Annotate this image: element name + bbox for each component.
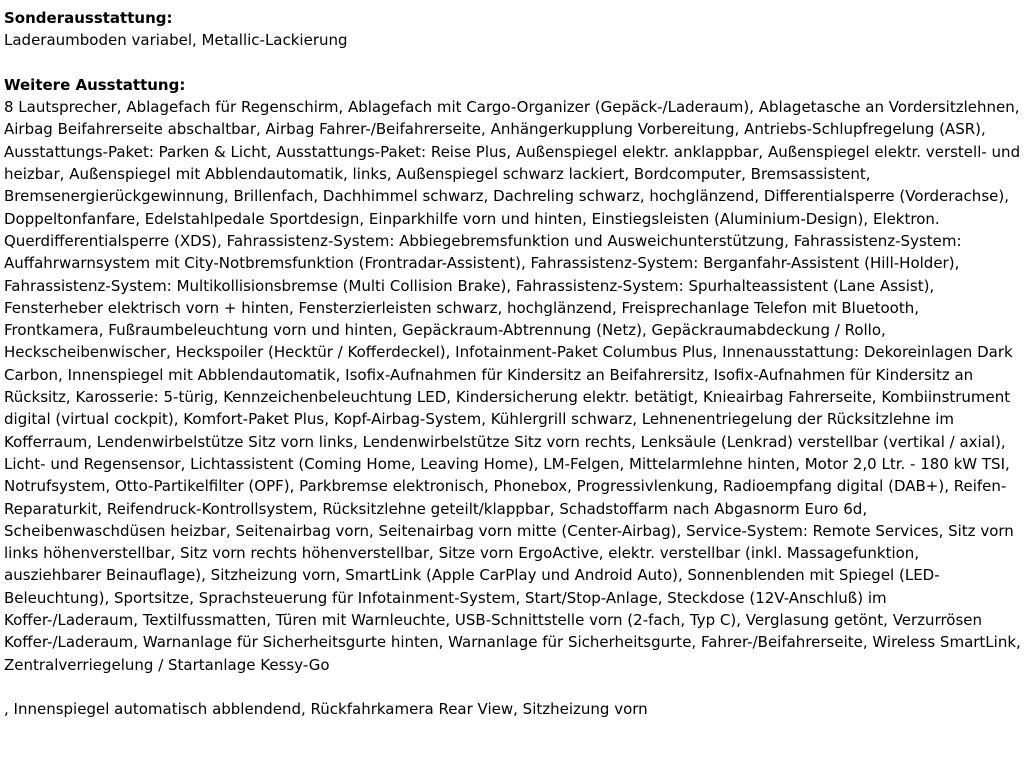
further-equipment-heading: Weitere Ausstattung: (4, 75, 186, 94)
special-equipment-text: Laderaumboden variabel, Metallic-Lackierung (4, 31, 348, 50)
extra-equipment-text: , Innenspiegel automatisch abblendend, Rückfahrkamera Rear View, Sitzheizung vorn (4, 700, 648, 719)
spacer (4, 52, 1021, 74)
special-equipment-heading: Sonderausstattung: (4, 9, 173, 27)
spacer (4, 676, 1021, 698)
further-equipment-text: 8 Lautsprecher, Ablagefach für Regenschirm, Ablagefach mit Cargo-Organizer (Gepäck-/Laderaum), Ablagetasche an Vordersitzlehnen, Airbag Beifahrerseite abschaltbar, Airbag Fahrer-/Beifahrerseite, Anhängerkupplung Vorbereitung, Antriebs-Schlupfregelung (ASR), Ausstattungs-Paket: Parken & Licht, Ausstattungs-Paket: Reise Plus, Außenspiegel elektr. anklappbar, Außenspiegel elektr. verstell- und heizbar, Außenspiegel mit Abblendautomatik, links, Außenspiegel schwarz lackiert, Bordcomputer, Bremsassistent, Bremsenergierückgewinnung, Brillenfach, Dachhimmel schwarz, Dachreling schwarz, hochglänzend, Differentialsperre (Vorderachse), Doppeltonfanfare, Edelstahlpedale Sportdesign, Einparkhilfe vorn und hinten, Einstiegsleisten (Aluminium-Design), Elektron. Querdifferentialsperre (XDS), Fahrassistenz-System: Abbiegebremsfunktion und Ausweichunterstützung, Fahrassistenz-System: Auffahrwarnsystem mit City-Notbremsfunktion (Frontradar-Assistent), Fahrassistenz-System: Berganfahr-Assistent (Hill-Holder), Fahrassistenz-System: Multikollisionsbremse (Multi Collision Brake), Fahrassistenz-System: Spurhalteassistent (Lane Assist), Fensterheber elektrisch vorn + hinten, Fensterzierleisten schwarz, hochglänzend, Freisprechanlage Telefon mit Bluetooth, Frontkamera, Fußraumbeleuchtung vorn und hinten, Gepäckraum-Abtrennung (Netz), Gepäckraumabdeckung / Rollo, Heckscheibenwischer, Heckspoiler (Hecktür / Kofferdeckel), Infotainment-Paket Columbus Plus, Innenausstattung: Dekoreinlagen Dark Carbon, Innenspiegel mit Abblendautomatik, Isofix-Aufnahmen für Kindersitz an Beifahrersitz, Isofix-Aufnahmen für Kindersitz an Rücksitz, Karosserie: 5-türig, Kennzeichenbeleuchtung LED, Kindersicherung elektr. betätigt, Knieairbag Fahrerseite, Kombiinstrument digital (virtual cockpit), Komfort-Paket Plus, Kopf-Airbag-System, Kühlergrill schwarz, Lehnenentriegelung der Rücksitzlehne im Kofferraum, Lendenwirbelstütze Sitz vorn links, Lendenwirbelstütze Sitz vorn rechts, Lenksäule (Lenkrad) verstellbar (vertikal / axial), Licht- und Regensensor, Lichtassistent (Coming Home, Leaving Home), LM-Felgen, Mittelarmlehne hinten, Motor 2,0 Ltr. - 180 kW TSI, Notrufsystem, Otto-Partikelfilter (OPF), Parkbremse elektronisch, Phonebox, Progressivlenkung, Radioempfang digital (DAB+), Reifen-Reparaturkit, Reifendruck-Kontrollsystem, Rücksitzlehne geteilt/klappbar, Schadstoffarm nach Abgasnorm Euro 6d, Scheibenwaschdüsen heizbar, Seitenairbag vorn, Seitenairbag vorn mitte (Center-Airbag), Service-System: Remote Services, Sitz vorn links höhenverstellbar, Sitz vorn rechts höhenverstellbar, Sitze vorn ErgoActive, elektr. verstellbar (inkl. Massagefunktion, ausziehbarer Beinauflage), Sitzheizung vorn, SmartLink (Apple CarPlay und Android Auto), Sonnenblenden mit Spiegel (LED-Beleuchtung), Sportsitze, Sprachsteuerung für Infotainment-System, Start/Stop-Anlage, Steckdose (12V-Anschluß) im Koffer-/Laderaum, Textilfussmatten, Türen mit Warnleuchte, USB-Schnittstelle vorn (2-fach, Typ C), Verglasung getönt, Verzurrösen Koffer-/Laderaum, Warnanlage für Sicherheitsgurte hinten, Warnanlage für Sicherheitsgurte, Fahrer-/Beifahrerseite, Wireless SmartLink, Zentralverriegelung / Startanlage Kessy-Go (4, 98, 1021, 674)
